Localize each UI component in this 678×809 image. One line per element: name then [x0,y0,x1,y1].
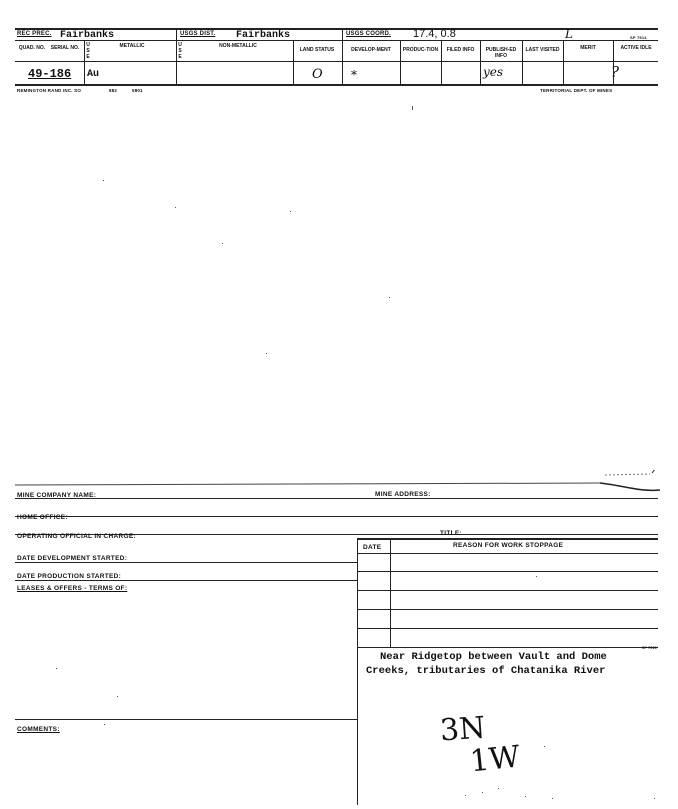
divider [357,538,658,540]
col-merit: MERIT [580,45,596,51]
divider [15,562,357,563]
col-published-info: PUBLISH-ED INFO [485,47,517,59]
divider [563,40,564,84]
scan-speck [498,788,499,789]
date-production-label: DATE PRODUCTION STARTED: [17,573,122,580]
scan-speck [290,211,291,212]
usgs-dist-value: Fairbanks [236,30,291,41]
divider [390,538,391,648]
col-use-2: U S E [178,42,182,60]
printer-code-1: 882 [109,88,118,93]
card-edge [0,470,678,500]
scan-speck [104,724,105,725]
active-idle-value: ? [611,63,620,81]
scan-speck [117,696,118,697]
development-value: * [351,68,357,82]
col-non-metallic: NON-METALLIC [219,43,257,49]
scan-speck [536,576,537,577]
scan-speck [465,795,466,796]
location-note-line-1: Near Ridgetop between Vault and Dome [380,651,607,663]
col-metallic: METALLIC [119,43,145,49]
form-number-2: SP 7515 [642,646,657,650]
divider [480,40,481,84]
printer-info: REMINGTON RAND INC. SO [17,88,82,93]
rec-prec-value: Fairbanks [60,30,115,41]
date-development-label: DATE DEVELOPMENT STARTED: [17,555,128,562]
divider [15,580,357,581]
comments-label: COMMENTS: [17,726,60,733]
home-office-label: HOME OFFICE: [17,514,68,521]
col-last-visited: LAST VISITED [525,47,560,53]
divider [342,28,343,84]
scan-speck [552,798,553,799]
divider [357,571,658,572]
land-status-value: O [312,67,323,82]
col-development: DEVELOP-MENT [351,47,391,53]
divider [15,498,658,499]
column-head-rule [15,61,658,62]
title-label: TITLE: [440,530,463,537]
rec-prec-label: REC PREC. [17,31,52,37]
scan-speck [56,668,57,669]
divider [293,40,294,84]
divider [15,719,357,720]
location-note-line-2: Creeks, tributaries of Chatanika River [366,665,606,677]
divider [357,553,658,554]
merit-mark: L [565,27,573,41]
divider [357,628,658,629]
col-use-1: U S E [86,42,90,60]
col-quad-no: QUAD. NO. [18,45,46,51]
scan-speck [412,106,413,110]
reason-header: REASON FOR WORK STOPPAGE [453,542,564,549]
township-handwriting: 3N [438,710,487,749]
divider [84,40,85,84]
row-bottom-rule [15,84,658,86]
divider [15,516,658,517]
scan-speck [175,207,176,208]
scan-speck [544,746,545,747]
operating-official-label: OPERATING OFFICIAL IN CHARGE: [17,533,136,540]
leases-label: LEASES & OFFERS - TERMS OF: [17,585,128,592]
divider [357,538,358,648]
dept-name: TERRITORIAL DEPT. OF MINES [540,88,613,93]
form-number: SP 7514 [630,35,647,40]
published-value: yes [483,65,504,79]
printer-code-2: 5801 [132,88,143,93]
scan-speck [654,798,655,799]
col-production: PRODUC-TION [402,47,439,53]
range-handwriting: 1W [468,739,522,780]
scan-speck [266,353,267,354]
usgs-coord-value: 17.4, 0.8 [413,28,456,40]
usgs-coord-label: USGS COORD. [346,31,391,37]
mine-address-label: MINE ADDRESS: [375,491,431,498]
scan-speck [482,792,483,793]
divider [357,647,358,805]
divider [176,28,177,84]
divider [441,40,442,84]
divider [357,647,658,648]
divider [522,40,523,84]
divider [357,590,658,591]
usgs-dist-label: USGS DIST. [180,31,216,37]
scan-speck [103,180,104,181]
serial-value: 49-186 [28,67,72,81]
col-land-status: LAND STATUS [299,47,335,53]
date-header: DATE [363,544,382,551]
scan-speck [525,796,526,797]
col-active-idle: ACTIVE IDLE [620,45,652,51]
scan-speck [222,243,223,244]
mine-company-name-label: MINE COMPANY NAME: [17,492,97,499]
divider [357,609,658,610]
divider [400,40,401,84]
col-serial-no: SERIAL NO. [50,45,80,51]
col-filed-info: FILED INFO [446,47,475,53]
scan-speck [389,297,390,298]
metallic-value: Au [87,69,100,80]
